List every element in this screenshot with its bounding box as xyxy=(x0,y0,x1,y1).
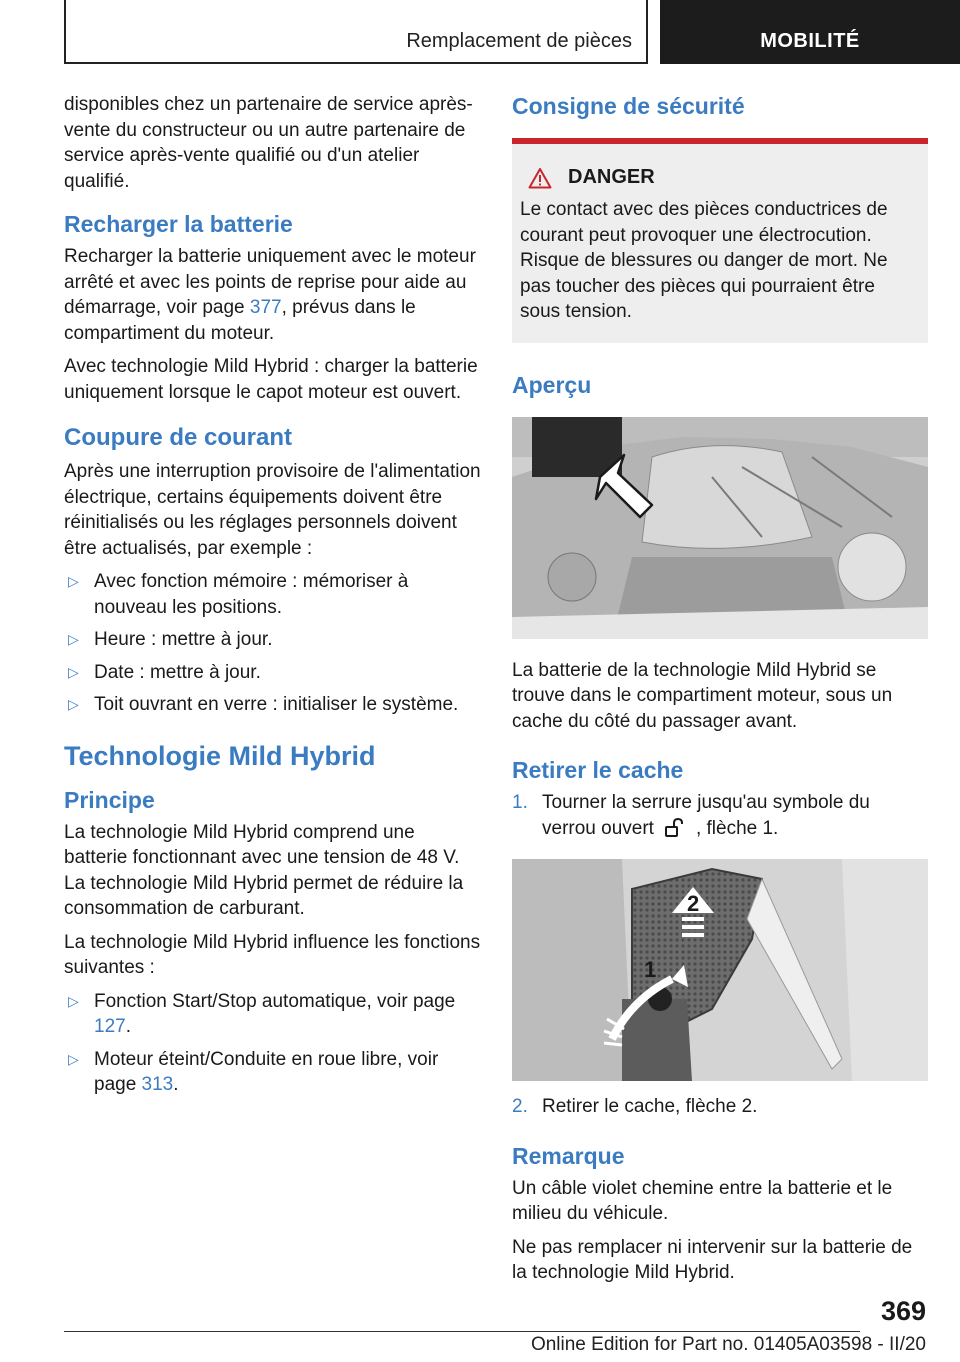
heading-recharger: Recharger la batterie xyxy=(64,211,293,237)
danger-box xyxy=(512,138,928,343)
triangle-bullet-icon: ▷ xyxy=(68,696,79,712)
step-text-a: Tourner la serrure jusqu'au symbole du verrou ouvert xyxy=(542,792,870,839)
triangle-bullet-icon: ▷ xyxy=(68,992,79,1009)
heading-remarque: Remarque xyxy=(512,1142,625,1169)
danger-title xyxy=(520,166,918,189)
list-item-text: . xyxy=(125,1016,131,1037)
step-number: 1. xyxy=(512,792,528,813)
heading-principe: Principe xyxy=(64,786,155,813)
step-text: Retirer le cache, flèche 2. xyxy=(542,1096,758,1117)
triangle-bullet-icon: ▷ xyxy=(68,1050,79,1067)
list-item xyxy=(64,627,482,653)
apercu-paragraph: La batterie de la technologie Mild Hybrid se trouve dans le compartiment moteur, sous un cache du côté du passager avant. xyxy=(512,659,893,732)
heading-retirer: Retirer le cache xyxy=(512,757,684,783)
list-item-text: Avec fonction mémoire : mémoriser à nouveau les positions. xyxy=(94,571,409,618)
step-text-b: , flèche 1. xyxy=(695,817,779,839)
list-item xyxy=(64,692,482,718)
step-number: 2. xyxy=(512,1096,528,1117)
edition-text: Online Edition for Part no. 01405A03598 - II/20 xyxy=(530,1334,926,1355)
list-item-text: Fonction Start/Stop automatique, voir page xyxy=(94,990,456,1012)
danger-text: Le contact avec des pièces conductrices de courant peut provoquer une électrocution. Risque de blessures ou danger de mort. Ne pas toucher des pièces qui pourraient être sous tension. xyxy=(520,199,888,322)
unlock-icon xyxy=(664,818,686,838)
battery-cover-photo xyxy=(512,859,928,1081)
list-item-text: Toit ouvrant en verre : initialiser le système. xyxy=(94,694,459,715)
triangle-bullet-icon: ▷ xyxy=(68,573,79,589)
heading-mild-hybrid: Technologie Mild Hybrid xyxy=(64,740,376,771)
triangle-bullet-icon: ▷ xyxy=(68,663,79,680)
heading-coupure: Coupure de courant xyxy=(64,424,293,451)
triangle-bullet-icon: ▷ xyxy=(68,631,79,647)
list-item-text: . xyxy=(173,1074,179,1095)
steps-list xyxy=(512,790,928,841)
intro-paragraph: disponibles chez un partenaire de service après-vente du constructeur ou un autre partenaire de service après-vente qualifié ou d'un atelier qualifié. xyxy=(64,94,473,192)
page-link-377[interactable]: 377 xyxy=(249,297,282,318)
photo-label-1: 1 xyxy=(644,957,657,982)
warning-triangle-icon xyxy=(528,167,552,189)
list-item-text: Date : mettre à jour. xyxy=(94,661,261,683)
left-column xyxy=(64,92,482,1106)
engine-bay-photo xyxy=(512,417,928,639)
remarque-paragraph-2: Ne pas remplacer ni intervenir sur la batterie de la technologie Mild Hybrid. xyxy=(512,1236,913,1283)
header-section-title: Remplacement de pièces xyxy=(406,30,632,52)
list-item-text: Heure : mettre à jour. xyxy=(94,629,273,650)
list-item xyxy=(64,1047,482,1098)
page-link-313[interactable]: 313 xyxy=(141,1074,174,1095)
list-item xyxy=(64,989,482,1040)
list-item xyxy=(64,569,482,620)
recharge-paragraph-2: Avec technologie Mild Hybrid : charger la batterie uniquement lorsque le capot moteur est ouvert. xyxy=(64,356,478,403)
list-item-text: Moteur éteint/Conduite en roue libre, voir page xyxy=(94,1048,439,1095)
recharge-text-a: Recharger la batterie uniquement avec le moteur arrêté et avec les points de reprise pour aide au démarrage, voir page xyxy=(64,246,476,318)
recharge-paragraph-1 xyxy=(64,244,482,346)
header-chapter-tab: MOBILITÉ xyxy=(660,0,960,64)
right-column xyxy=(512,92,928,1294)
coupure-list xyxy=(64,569,482,718)
photo-label-2: 2 xyxy=(687,891,700,916)
heading-apercu: Aperçu xyxy=(512,371,592,398)
step-item xyxy=(512,790,928,841)
footer-divider xyxy=(64,1331,860,1332)
recharge-text-b: , prévus dans le compartiment du moteur. xyxy=(64,297,416,344)
list-item xyxy=(64,660,482,686)
steps-list-2 xyxy=(512,1094,928,1120)
page-link-127[interactable]: 127 xyxy=(94,1016,126,1037)
heading-consigne: Consigne de sécurité xyxy=(512,93,745,119)
page-number: 369 xyxy=(880,1296,926,1326)
principe-paragraph-1: La technologie Mild Hybrid comprend une batterie fonctionnant avec une tension de 48 V. La technologie Mild Hybrid permet de réduire la consommation de carburant. xyxy=(64,821,464,919)
danger-label: DANGER xyxy=(568,166,655,188)
remarque-paragraph-1: Un câble violet chemine entre la batterie et le milieu du véhicule. xyxy=(512,1177,893,1224)
principe-paragraph-2: La technologie Mild Hybrid influence les fonctions suivantes : xyxy=(64,931,481,978)
step-item xyxy=(512,1094,928,1120)
mild-list xyxy=(64,989,482,1098)
coupure-paragraph: Après une interruption provisoire de l'alimentation électrique, certains équipements doivent être réinitialisés ou les réglages personnels doivent être actualisés, par exemple : xyxy=(64,461,481,559)
